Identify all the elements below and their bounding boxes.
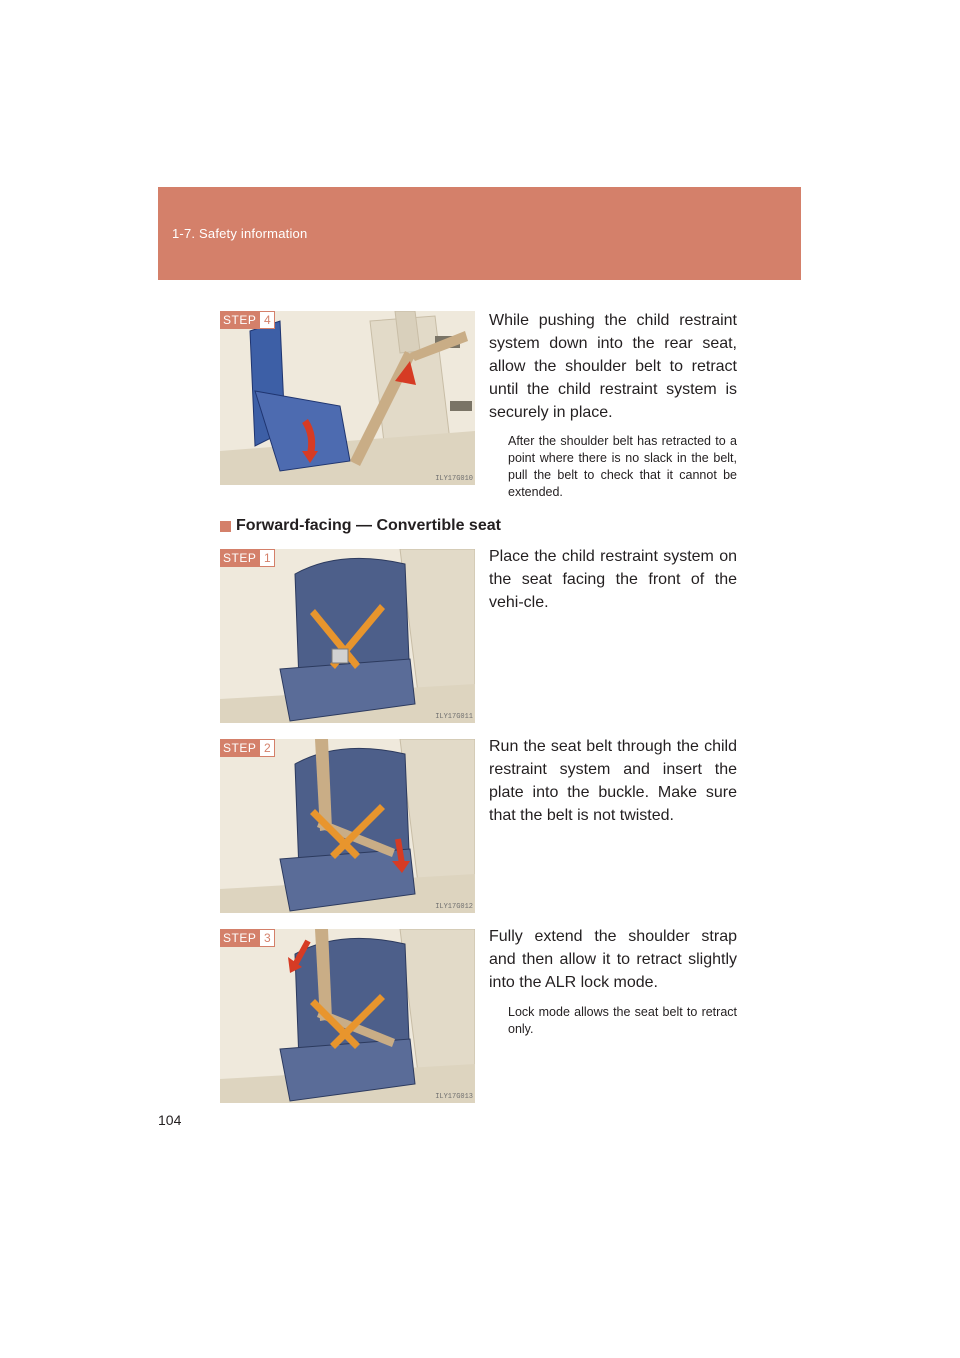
subheading-text: Forward-facing — Convertible seat bbox=[236, 517, 501, 534]
step-label: STEP bbox=[220, 311, 259, 329]
figure-step-3 bbox=[220, 929, 475, 1103]
figure-step-2 bbox=[220, 739, 475, 913]
figure-code: ILY17G010 bbox=[435, 475, 473, 483]
figure-code: ILY17G012 bbox=[435, 903, 473, 911]
belt-routing-illustration bbox=[220, 739, 475, 913]
step-1-instruction: Place the child restraint system on the seat facing the front of the vehi-cle. bbox=[489, 548, 737, 611]
step-number: 1 bbox=[259, 549, 275, 567]
step-4-instruction: While pushing the child restraint system down into the rear seat, allow the shoulder belt to retract until the child restraint system is securely in place. bbox=[489, 312, 737, 421]
step-number: 3 bbox=[259, 929, 275, 947]
step-label: STEP bbox=[220, 549, 259, 567]
step-2-instruction: Run the seat belt through the child restraint system and insert the plate into the buckle. Make sure that the belt is not twisted. bbox=[489, 738, 737, 824]
figure-code: ILY17G013 bbox=[435, 1093, 473, 1101]
step-3-instruction: Fully extend the shoulder strap and then allow it to retract slightly into the ALR lock mode. bbox=[489, 928, 737, 991]
step-badge bbox=[220, 929, 275, 947]
shoulder-strap-illustration bbox=[220, 929, 475, 1103]
step-4-note: After the shoulder belt has retracted to a point where there is no slack in the belt, pull the belt to check that it cannot be extended. bbox=[508, 434, 737, 499]
step-label: STEP bbox=[220, 739, 259, 757]
step-3-note: Lock mode allows the seat belt to retract only. bbox=[508, 1005, 737, 1036]
figure-step-1 bbox=[220, 549, 475, 723]
section-subheading bbox=[220, 517, 501, 535]
step-number: 4 bbox=[259, 311, 275, 329]
step-badge bbox=[220, 739, 275, 757]
figure-step-4 bbox=[220, 311, 475, 485]
figure-code: ILY17G011 bbox=[435, 713, 473, 721]
step-label: STEP bbox=[220, 929, 259, 947]
bullet-square-icon bbox=[220, 521, 231, 532]
section-title: 1-7. Safety information bbox=[172, 226, 308, 241]
rear-facing-seat-illustration bbox=[220, 311, 475, 485]
forward-facing-seat-illustration bbox=[220, 549, 475, 723]
step-badge bbox=[220, 311, 275, 329]
page-number: 104 bbox=[158, 1112, 182, 1128]
step-badge bbox=[220, 549, 275, 567]
step-number: 2 bbox=[259, 739, 275, 757]
